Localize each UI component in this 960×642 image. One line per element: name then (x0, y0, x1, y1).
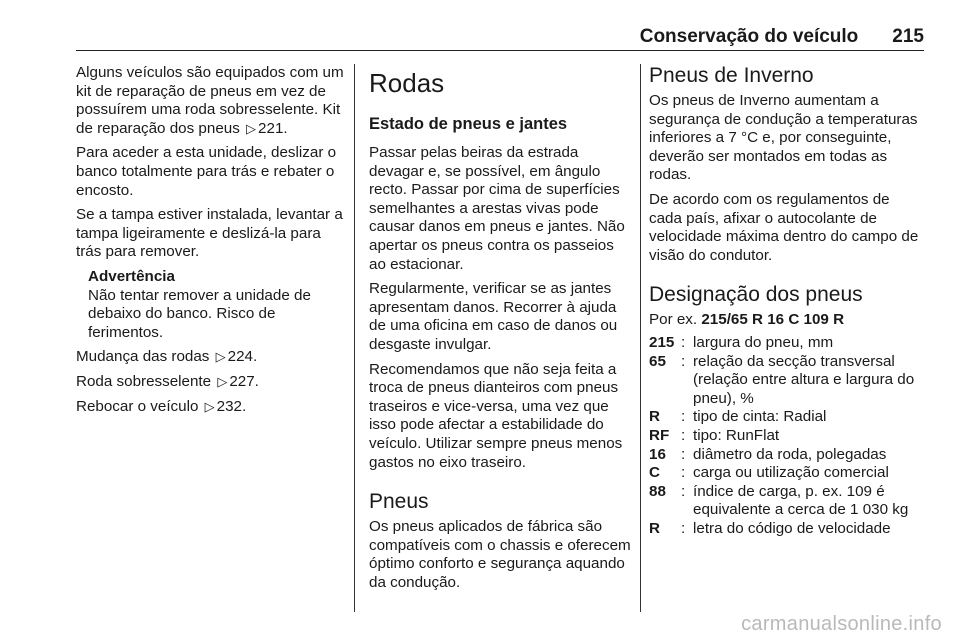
definition-colon: : (681, 445, 686, 463)
definition-colon: : (681, 519, 686, 537)
chapter-title: Conservação do veículo (639, 26, 859, 47)
definition-key: 215 (649, 333, 675, 351)
example-line (649, 311, 925, 330)
paragraph: Para aceder a esta unidade, deslizar o banco totalmente para trás e rebater o encosto. (76, 144, 337, 199)
link-text: Mudança das rodas (76, 348, 210, 366)
definition-value: tipo: RunFlat (693, 426, 780, 444)
page-reference[interactable]: 224. (227, 348, 258, 366)
section-heading: Rodas (369, 68, 445, 98)
definition-value: letra do código de velocidade (693, 519, 891, 537)
arrow-right-outline-icon: ▷ (215, 349, 226, 365)
subsection-heading: Designação dos pneus (649, 283, 863, 307)
paragraph: Os pneus de Inverno aumentam a segurança de condução a temperaturas inferiores a 7 °C e, por conseguinte, deverão ser montados em todas as rodas. (649, 92, 918, 184)
warning-box (76, 268, 344, 342)
definition-key: RF (649, 426, 670, 444)
definition-value: diâmetro da roda, polegadas (693, 445, 887, 463)
definition-value: largura do pneu, mm (693, 333, 834, 351)
definition-key: R (649, 519, 660, 537)
subsection-heading: Pneus (369, 490, 429, 514)
definition-value: índice de carga, p. ex. 109 é equivalente a cerca de 1 030 kg (693, 482, 909, 519)
definition-colon: : (681, 352, 686, 370)
page-number: 215 (892, 26, 924, 47)
paragraph: Passar pelas beiras da estrada devagar e, se possível, em ângulo recto. Passar por cima de superfícies semelhantes a arestas vivas pode causar danos em pneus e jantes. Não apertar os pneus contra os passeios ao estacionar. (369, 144, 625, 273)
cross-reference (76, 348, 344, 367)
page-reference[interactable]: 221. (258, 119, 288, 137)
column-3 (649, 64, 925, 538)
column-1 (76, 64, 344, 422)
link-text: Rebocar o veículo (76, 397, 199, 415)
paragraph (76, 64, 344, 138)
header-rule (76, 50, 924, 51)
cross-reference (76, 398, 344, 417)
definition-value: carga ou utilização comercial (693, 464, 889, 482)
definition-key: 65 (649, 352, 666, 370)
arrow-right-outline-icon: ▷ (246, 120, 257, 136)
page-reference[interactable]: 232. (216, 397, 247, 415)
definition-key: 88 (649, 482, 666, 500)
definition-key: 16 (649, 445, 666, 463)
definition-list (649, 334, 925, 539)
definition-colon: : (681, 426, 686, 444)
link-text: Roda sobresselente (76, 372, 212, 390)
page-reference[interactable]: 227. (229, 372, 259, 390)
example-prefix: Por ex. (649, 311, 698, 329)
cross-reference (76, 373, 344, 392)
definition-key: R (649, 408, 660, 426)
column-divider-2 (640, 64, 641, 612)
column-divider-1 (354, 64, 355, 612)
paragraph-text: Alguns veículos são equipados com um kit de reparação de pneus em vez de possuírem uma roda sobresselente. Kit de reparação dos pneus (76, 64, 344, 137)
paragraph: Os pneus aplicados de fábrica são compatíveis com o chassis e oferecem óptimo conforto e segurança aquando da condução. (369, 518, 631, 591)
definition-key: C (649, 464, 660, 482)
subsection-heading: Pneus de Inverno (649, 64, 814, 87)
definition-colon: : (681, 482, 686, 500)
arrow-right-outline-icon: ▷ (204, 398, 215, 414)
column-2 (369, 64, 633, 598)
tyre-code: 215/65 R 16 C 109 R (701, 311, 845, 329)
definition-colon: : (681, 464, 686, 482)
paragraph: Regularmente, verificar se as jantes apresentam danos. Recorrer à ajuda de uma oficina em caso de danos ou desgaste invulgar. (369, 280, 618, 353)
definition-colon: : (681, 333, 686, 351)
definition-value: tipo de cinta: Radial (693, 408, 827, 426)
definition-value: relação da secção transversal (relação entre altura e largura do pneu), % (693, 352, 915, 407)
warning-title: Advertência (88, 267, 175, 285)
arrow-right-outline-icon: ▷ (217, 373, 228, 389)
warning-text: Não tentar remover a unidade de debaixo do banco. Risco de ferimentos. (88, 286, 311, 341)
page-header (76, 26, 924, 52)
watermark: carmanualsonline.info (741, 613, 942, 635)
paragraph: De acordo com os regulamentos de cada país, afixar o autocolante de velocidade máxima dentro do campo de visão do condutor. (649, 190, 919, 264)
paragraph: Se a tampa estiver instalada, levantar a tampa ligeiramente e deslizá-la para trás para remover. (76, 206, 343, 261)
subsection-heading: Estado de pneus e jantes (369, 115, 568, 133)
definition-colon: : (681, 408, 686, 426)
paragraph: Recomendamos que não seja feita a troca de pneus dianteiros com pneus traseiros e vice-versa, uma vez que isso pode afectar a estabilidade do veículo. Utilizar sempre pneus menos gastos no eixo traseiro. (369, 360, 623, 471)
